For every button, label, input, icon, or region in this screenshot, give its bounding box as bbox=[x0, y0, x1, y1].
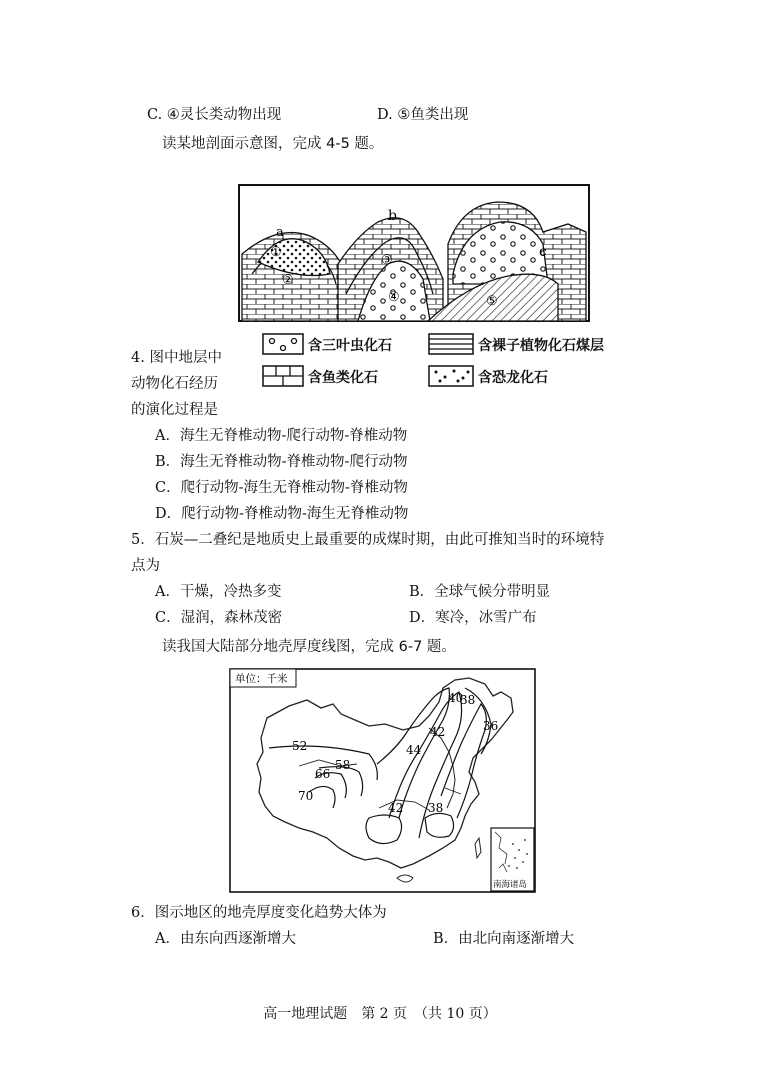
section-6-7-intro: 读我国大陆部分地壳厚度线图，完成 6-7 题。 bbox=[162, 639, 456, 655]
legend-swatch-trilobite bbox=[262, 333, 304, 355]
contour-label-38-south: 38 bbox=[428, 801, 444, 815]
contour-label-42-north: 42 bbox=[430, 725, 446, 739]
q4-stem-line-1: 4. 图中地层中 bbox=[131, 350, 222, 366]
q6-option-a: A．由东向西逐渐增大 bbox=[155, 931, 296, 947]
map-unit-label: 单位：千米 bbox=[235, 673, 288, 685]
q5-stem-line-1: 5．石炭—二叠纪是地质史上最重要的成煤时期，由此可推知当时的环境特 bbox=[131, 532, 605, 548]
contour-label-70: 70 bbox=[298, 789, 314, 803]
section-4-5-intro: 读某地剖面示意图，完成 4-5 题。 bbox=[162, 136, 384, 152]
legend-label-trilobite: 含三叶虫化石 bbox=[308, 338, 392, 354]
contour-label-44: 44 bbox=[406, 743, 422, 757]
geologic-profile-diagram bbox=[238, 184, 590, 322]
q5-option-a: A．干燥，冷热多变 bbox=[155, 584, 282, 600]
label-2: ② bbox=[282, 273, 294, 288]
label-3: ③ bbox=[381, 253, 393, 268]
q6-stem: 6．图示地区的地壳厚度变化趋势大体为 bbox=[131, 905, 387, 921]
contour-label-58: 58 bbox=[335, 758, 351, 772]
contour-label-38-north: 38 bbox=[460, 693, 476, 707]
legend-swatch-dinosaur bbox=[428, 365, 474, 387]
label-5: ⑤ bbox=[486, 294, 498, 309]
q4-stem-line-3: 的演化过程是 bbox=[131, 402, 218, 418]
legend-label-coal: 含裸子植物化石煤层 bbox=[478, 338, 604, 354]
q5-option-d: D．寒冷，冰雪广布 bbox=[409, 610, 537, 626]
q3-option-d: D. ⑤鱼类出现 bbox=[377, 107, 469, 123]
inset-label: 南海诸岛 bbox=[493, 880, 528, 890]
contour-label-40: 40 bbox=[448, 691, 464, 705]
label-1: ① bbox=[270, 245, 282, 260]
contour-label-52: 52 bbox=[292, 739, 308, 753]
legend-label-fish: 含鱼类化石 bbox=[308, 370, 378, 386]
contour-label-36: 36 bbox=[483, 719, 499, 733]
legend-swatch-fish bbox=[262, 365, 304, 387]
q5-option-b: B．全球气候分带明显 bbox=[409, 584, 551, 600]
label-a: a bbox=[276, 225, 284, 240]
q4-option-a: A．海生无脊椎动物-爬行动物-脊椎动物 bbox=[155, 428, 408, 444]
contour-label-66: 66 bbox=[315, 767, 331, 781]
q4-option-c: C．爬行动物-海生无脊椎动物-脊椎动物 bbox=[155, 480, 408, 496]
label-b: b bbox=[388, 208, 397, 224]
q4-stem-line-2: 动物化石经历 bbox=[131, 376, 218, 392]
q5-option-c: C．湿润，森林茂密 bbox=[155, 610, 283, 626]
label-c: c bbox=[539, 244, 547, 260]
legend-label-dinosaur: 含恐龙化石 bbox=[478, 370, 548, 386]
contour-label-42-south: 42 bbox=[388, 801, 404, 815]
q6-option-b: B．由北向南逐渐增大 bbox=[433, 931, 575, 947]
q5-stem-line-2: 点为 bbox=[131, 558, 160, 574]
q3-option-c: C. ④灵长类动物出现 bbox=[147, 107, 282, 123]
crust-thickness-map bbox=[229, 668, 536, 893]
page-footer: 高一地理试题 第 2 页 （共 10 页） bbox=[263, 1006, 497, 1022]
q4-option-b: B．海生无脊椎动物-脊椎动物-爬行动物 bbox=[155, 454, 408, 470]
q4-option-d: D．爬行动物-脊椎动物-海生无脊椎动物 bbox=[155, 506, 409, 522]
label-4: ④ bbox=[388, 290, 400, 305]
legend-swatch-coal bbox=[428, 333, 474, 355]
